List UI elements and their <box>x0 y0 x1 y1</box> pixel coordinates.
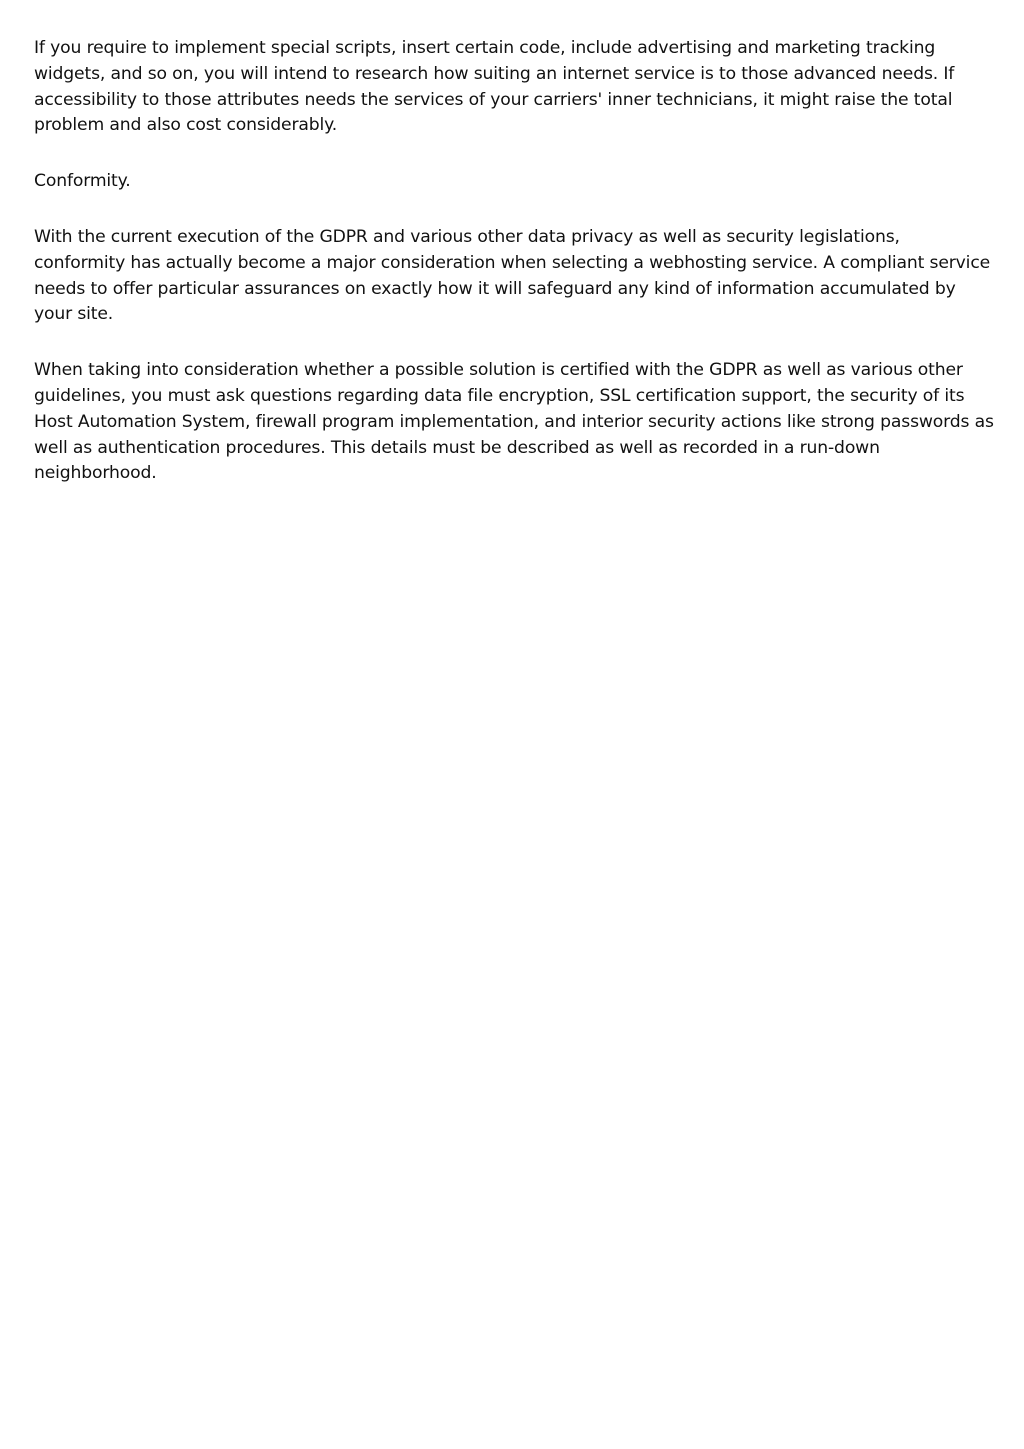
paragraph-conformity-heading: Conformity. <box>34 171 131 192</box>
document-page <box>34 36 994 517</box>
paragraph-advanced-needs: If you require to implement special scripts, insert certain code, include advertising and marketing tracking widgets, and so on, you will intend to research how suiting an internet service is to those advanced needs. If accessibility to those attributes needs the services of your carriers' inner technicians, it might raise the total problem and also cost considerably. <box>34 38 955 136</box>
paragraph-gdpr-compliance: With the current execution of the GDPR and various other data privacy as well as security legislations, conformity has actually become a major consideration when selecting a webhosting service. A compliant service needs to offer particular assurances on exactly how it will safeguard any kind of information accumulated by your site. <box>34 226 991 325</box>
paragraph-security-questions: When taking into consideration whether a possible solution is certified with the GDPR as well as various other guidelines, you must ask questions regarding data file encryption, SSL certification support, the security of its Host Automation System, firewall program implementation, and interior security actions like strong passwords as well as authentication procedures. This details must be described as well as recorded in a run-down neighborhood. <box>34 360 994 484</box>
